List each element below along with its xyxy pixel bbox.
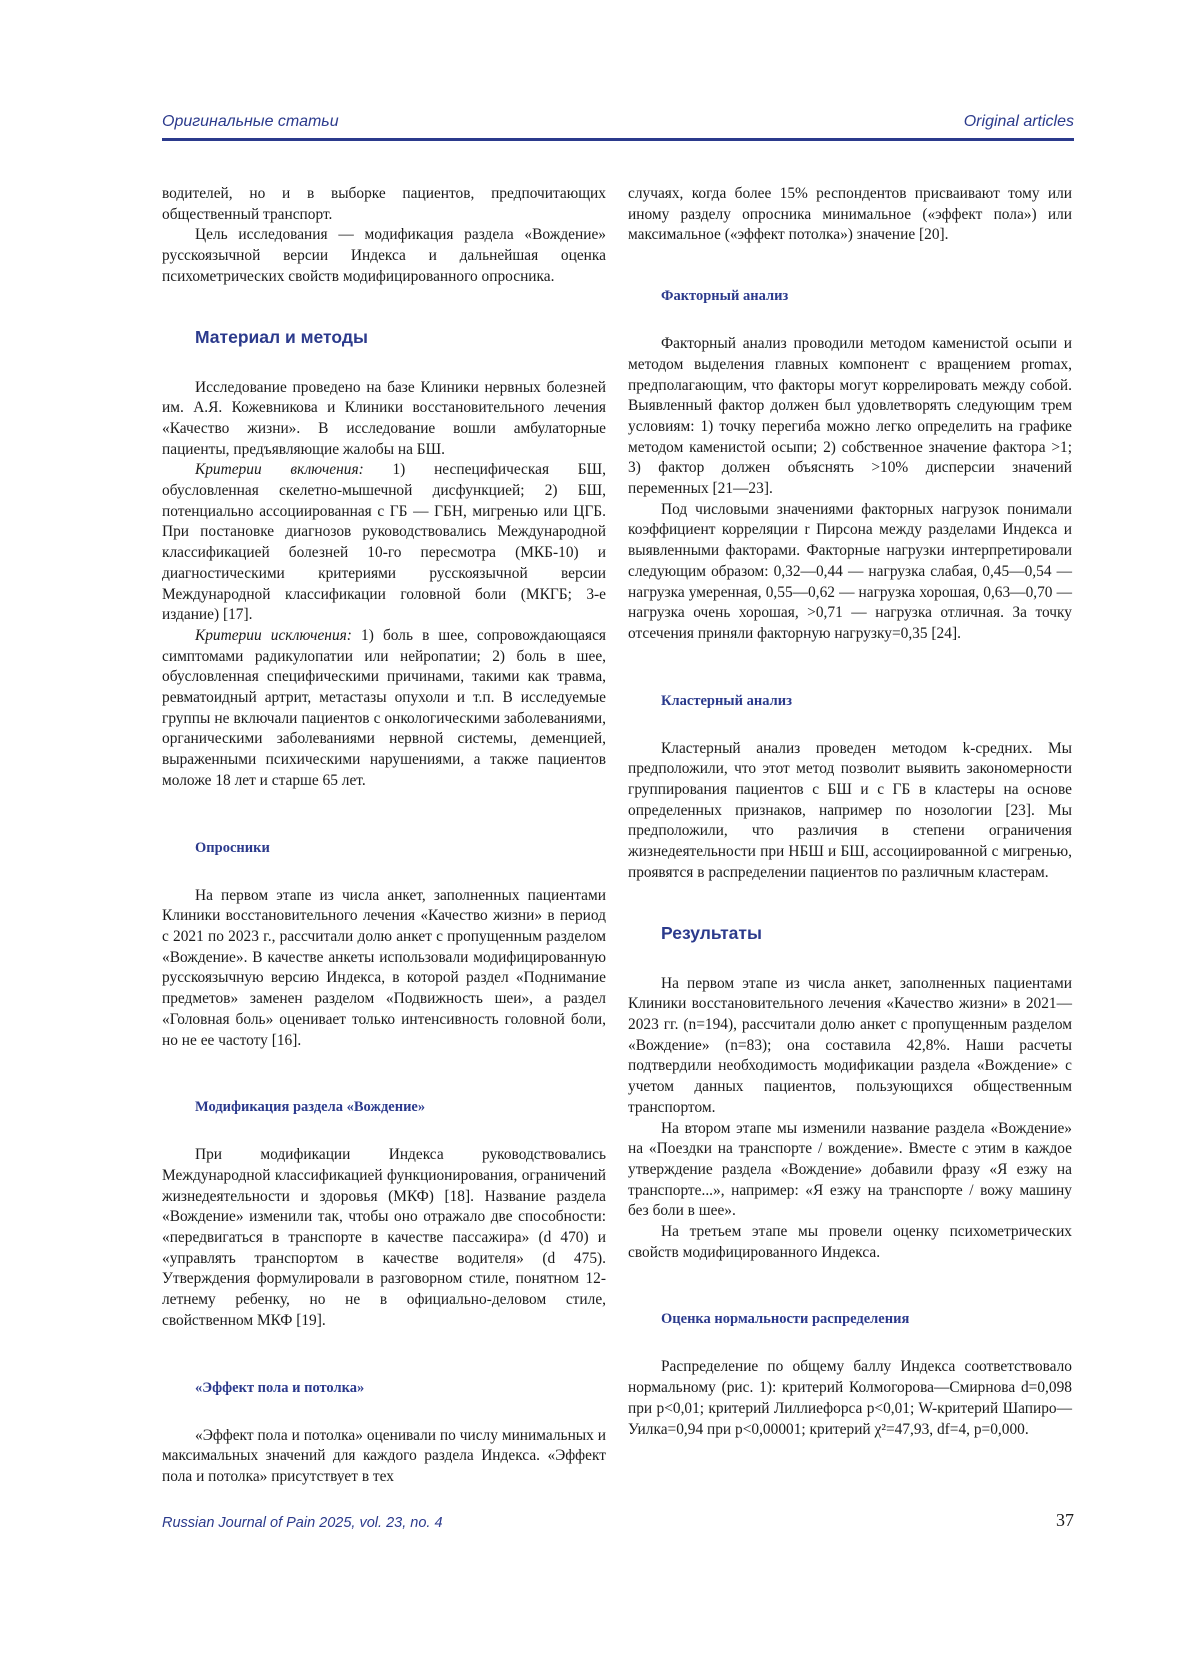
paragraph: На первом этапе из числа анкет, заполненных пациентами Клиники восстановительного лечения «Качество жизни» в 2021—2023 гг. (n=194), рассчитали долю анкет с пропущенным разделом «Вождение» (n=83); она составила 42,8%. Наши расчеты подтвердили необходимость модификации раздела «Вождение» с учетом данных пациентов, пользующихся общественным транспортом. — [628, 974, 1072, 1116]
paragraph: Факторный анализ проводили методом каменистой осыпи и методом выделения главных компонент с вращением promax, предполагающим, что факторы могут коррелировать между собой. Выявленный фактор должен был удовлетворять следующим трем условиям: 1) точку перегиба можно легко определить на графике методом каменистой осыпи; 2) собственное значение фактора >1; 3) фактор должен объяснять >10% дисперсии значений переменных [21—23]. — [628, 335, 1072, 498]
footer-journal-citation: Russian Journal of Pain 2025, vol. 23, no. 4 — [162, 1515, 443, 1531]
paragraph: водителей, но и в выборке пациентов, предпочитающих общественный транспорт. — [162, 185, 606, 223]
left-column — [162, 184, 606, 1488]
section-heading-methods: Материал и методы — [195, 326, 368, 347]
subsection-heading-floor-ceiling: «Эффект пола и потолка» — [195, 1379, 365, 1396]
exclusion-text: 1) боль в шее, сопровождающаяся симптомами радикулопатии или нейропатии; 2) боль в шее, обусловленная специфическими причинами, такими как травма, ревматоидный артрит, метастазы опухоли и т.п. В исследуемые группы не включали пациентов с онкологическими заболеваниями, органическими заболеваниями нервной системы, деменцией, выраженными психическими нарушениями, а также пациентов моложе 18 лет и старше 65 лет. — [162, 626, 606, 789]
page-number: 37 — [1056, 1510, 1074, 1530]
running-header-left: Оригинальные статьи — [162, 113, 339, 130]
inclusion-label: Критерии включения: — [195, 461, 364, 479]
subsection-heading-questionnaires: Опросники — [195, 839, 270, 856]
running-header-right: Original articles — [963, 113, 1074, 130]
paragraph: Цель исследования — модификация раздела «Вождение» русскоязычной версии Индекса и дальнейшая оценка психометрических свойств модифицированного опросника. — [162, 226, 606, 285]
subsection-heading-modification: Модификация раздела «Вождение» — [195, 1099, 426, 1116]
subsection-heading-normality: Оценка нормальности распределения — [661, 1311, 910, 1328]
paragraph: случаях, когда более 15% респондентов присваивают тому или иному разделу опросника минимальное («эффект пола») или максимальное («эффект потолка») значение [20]. — [628, 185, 1072, 244]
paragraph: На втором этапе мы изменили название раздела «Вождение» на «Поездки на транспорте / вождение». Вместе с этим в каждое утверждение раздела «Вождение» добавили фразу «Я езжу на транспорте...», например: «Я езжу на транспорте / вожу машину без боли в шее». — [628, 1119, 1072, 1220]
paragraph: При модификации Индекса руководствовались Международной классификацией функционирования, ограничений жизнедеятельности и здоровья (МКФ) [18]. Название раздела «Вождение» изменили так, чтобы оно отражало две способности: «передвигаться в транспорте в качестве пассажира» (d 470) и «управлять транспортом в качестве водителя» (d 475). Утверждения формулировали в разговорном стиле, понятном 12-летнему ребенку, но не в официально-деловом стиле, свойственном МКФ [19]. — [162, 1146, 606, 1329]
paragraph-exclusion — [162, 626, 606, 792]
paragraph: На третьем этапе мы провели оценку психометрических свойств модифицированного Индекса. — [628, 1223, 1072, 1261]
inclusion-text: 1) неспецифическая БШ, обусловленная скелетно-мышечной дисфункцией; 2) БШ, потенциально ассоциированная с ГБ — ГБН, мигренью или ЦГБ. При постановке диагнозов руководствовались Международной классификацией болезней 10-го пересмотра (МКБ-10) и диагностическими критериями русскоязычной версии Международной классификации головной боли (МКГБ; 3-е издание) [17]. — [162, 461, 606, 624]
exclusion-label: Критерии исключения: — [195, 626, 352, 644]
paragraph: Кластерный анализ проведен методом k-средних. Мы предположили, что этот метод позволит выявить закономерности группирования пациентов с БШ и с ГБ в кластеры на основе определенных признаков, например по нозологии [23]. Мы предположили, что различия в степени ограничения жизнедеятельности при НБШ и БШ, ассоциированной с мигренью, проявятся в распределении пациентов по различным кластерам. — [628, 739, 1072, 881]
subsection-heading-cluster: Кластерный анализ — [661, 692, 792, 709]
paragraph: «Эффект пола и потолка» оценивали по числу минимальных и максимальных значений для каждого раздела Индекса. «Эффект пола и потолка» присутствует в тех — [162, 1426, 606, 1485]
paragraph: Распределение по общему баллу Индекса соответствовало нормальному (рис. 1): критерий Колмогорова—Смирнова d=0,098 при p<0,01; критерий Лиллиефорса p<0,01; W-критерий Шапиро—Уилка=0,94 при p<0,00001; критерий χ²=47,93, df=4, p=0,000. — [628, 1358, 1072, 1438]
paragraph: На первом этапе из числа анкет, заполненных пациентами Клиники восстановительного лечения «Качество жизни» в период с 2021 по 2023 г., рассчитали долю анкет с пропущенным разделом «Вождение». В качестве анкеты использовали модифицированную русскоязычную версию Индекса, в которой раздел «Поднимание предметов» заменен разделом «Подвижность шеи», а раздел «Головная боль» оценивает только интенсивность головной боли, но не ее частоту [16]. — [162, 886, 606, 1049]
paragraph: Под числовыми значениями факторных нагрузок понимали коэффициент корреляции r Пирсона между разделами Индекса и выявленными факторами. Факторные нагрузки интерпретировали следующим образом: 0,32—0,44 — нагрузка слабая, 0,45—0,54 — нагрузка умеренная, 0,55—0,62 — нагрузка хорошая, 0,63—0,70 — нагрузка очень хорошая, >0,71 — нагрузка отличная. За точку отсечения приняли факторную нагрузку=0,35 [24]. — [628, 500, 1072, 642]
subsection-heading-factor: Факторный анализ — [661, 288, 789, 305]
paragraph-inclusion — [162, 460, 606, 626]
right-column — [628, 184, 1072, 1440]
header-rule — [162, 138, 1074, 141]
paragraph: Исследование проведено на базе Клиники нервных болезней им. А.Я. Кожевникова и Клиники восстановительного лечения «Качество жизни». В исследование вошли амбулаторные пациенты, предъявляющие жалобы на БШ. — [162, 378, 606, 458]
section-heading-results: Результаты — [661, 922, 762, 943]
